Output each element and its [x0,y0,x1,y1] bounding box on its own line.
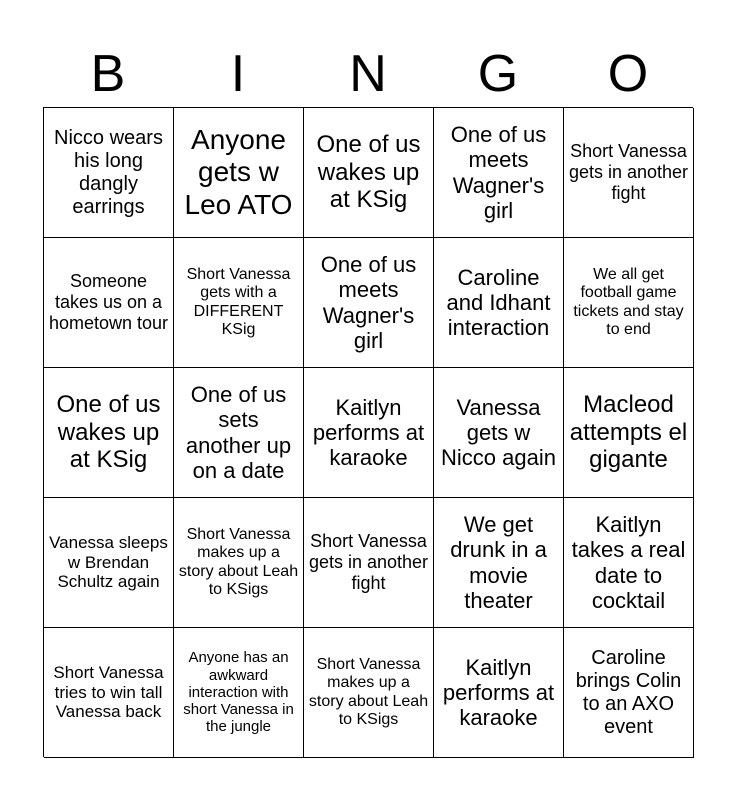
cell-text: Kaitlyn takes a real date to cocktail [571,511,686,613]
cell-text: Short Vanessa makes up a story about Leah to KSigs [178,525,299,598]
bingo-cell-r3-c1[interactable] [44,368,174,498]
cell-text: Anyone gets w Leo ATO [184,124,293,220]
cell-text: Someone takes us on a hometown tour [48,271,169,333]
cell-text: One of us meets Wagner's girl [450,121,547,223]
cell-text: Short Vanessa gets in another fight [308,531,429,593]
cell-text: We all get football game tickets and stay to end [573,265,684,338]
bingo-cell-r2-c2[interactable] [174,238,304,368]
bingo-header [43,40,693,108]
cell-text: Nicco wears his long dangly earrings [54,126,163,218]
bingo-cell-r5-c4[interactable] [434,628,564,758]
bingo-cell-r4-c4[interactable] [434,498,564,628]
bingo-board [43,107,693,757]
cell-text: Short Vanessa gets with a DIFFERENT KSig [186,265,291,338]
bingo-cell-r4-c5[interactable] [564,498,694,628]
bingo-cell-r3-c2[interactable] [174,368,304,498]
cell-text: Macleod attempts el gigante [569,391,688,474]
bingo-cell-r4-c1[interactable] [44,498,174,628]
cell-text: Short Vanessa tries to win tall Vanessa back [53,663,164,722]
header-letter-i: I [230,45,246,103]
cell-text: One of us sets another up on a date [185,381,292,483]
bingo-cell-r1-c2[interactable] [174,108,304,238]
bingo-cell-r5-c1[interactable] [44,628,174,758]
bingo-cell-r4-c3[interactable] [304,498,434,628]
cell-text: One of us wakes up at KSig [56,391,161,474]
bingo-cell-r2-c4[interactable] [434,238,564,368]
cell-text: Short Vanessa gets in another fight [568,141,689,203]
header-letter-g: G [477,45,519,103]
bingo-cell-r3-c3[interactable] [304,368,434,498]
bingo-cell-r4-c2[interactable] [174,498,304,628]
cell-text: Kaitlyn performs at karaoke [312,394,425,471]
bingo-cell-r1-c3[interactable] [304,108,434,238]
header-letter-n: N [349,45,387,103]
header-letter-b: B [90,45,126,103]
cell-text: Caroline brings Colin to an AXO event [575,646,682,738]
bingo-cell-r2-c5[interactable] [564,238,694,368]
bingo-cell-r5-c3[interactable] [304,628,434,758]
cell-text: Caroline and Idhant interaction [446,264,551,341]
bingo-cell-r5-c5[interactable] [564,628,694,758]
cell-text: Kaitlyn performs at karaoke [442,654,555,731]
bingo-cell-r1-c1[interactable] [44,108,174,238]
cell-text: Vanessa gets w Nicco again [441,394,556,471]
bingo-cell-r1-c5[interactable] [564,108,694,238]
cell-text: One of us meets Wagner's girl [320,251,417,353]
bingo-cell-r1-c4[interactable] [434,108,564,238]
cell-text: Vanessa sleeps w Brendan Schultz again [49,533,168,592]
bingo-cell-r3-c4[interactable] [434,368,564,498]
bingo-cell-r2-c3[interactable] [304,238,434,368]
header-letter-o: O [607,45,649,103]
cell-text: Short Vanessa makes up a story about Leah to KSigs [308,655,429,728]
cell-text: One of us wakes up at KSig [316,131,421,214]
bingo-cell-r5-c2[interactable] [174,628,304,758]
cell-text: We get drunk in a movie theater [450,511,547,613]
cell-text: Anyone has an awkward interaction with short Vanessa in the jungle [183,649,294,736]
bingo-cell-r2-c1[interactable] [44,238,174,368]
bingo-cell-r3-c5[interactable] [564,368,694,498]
